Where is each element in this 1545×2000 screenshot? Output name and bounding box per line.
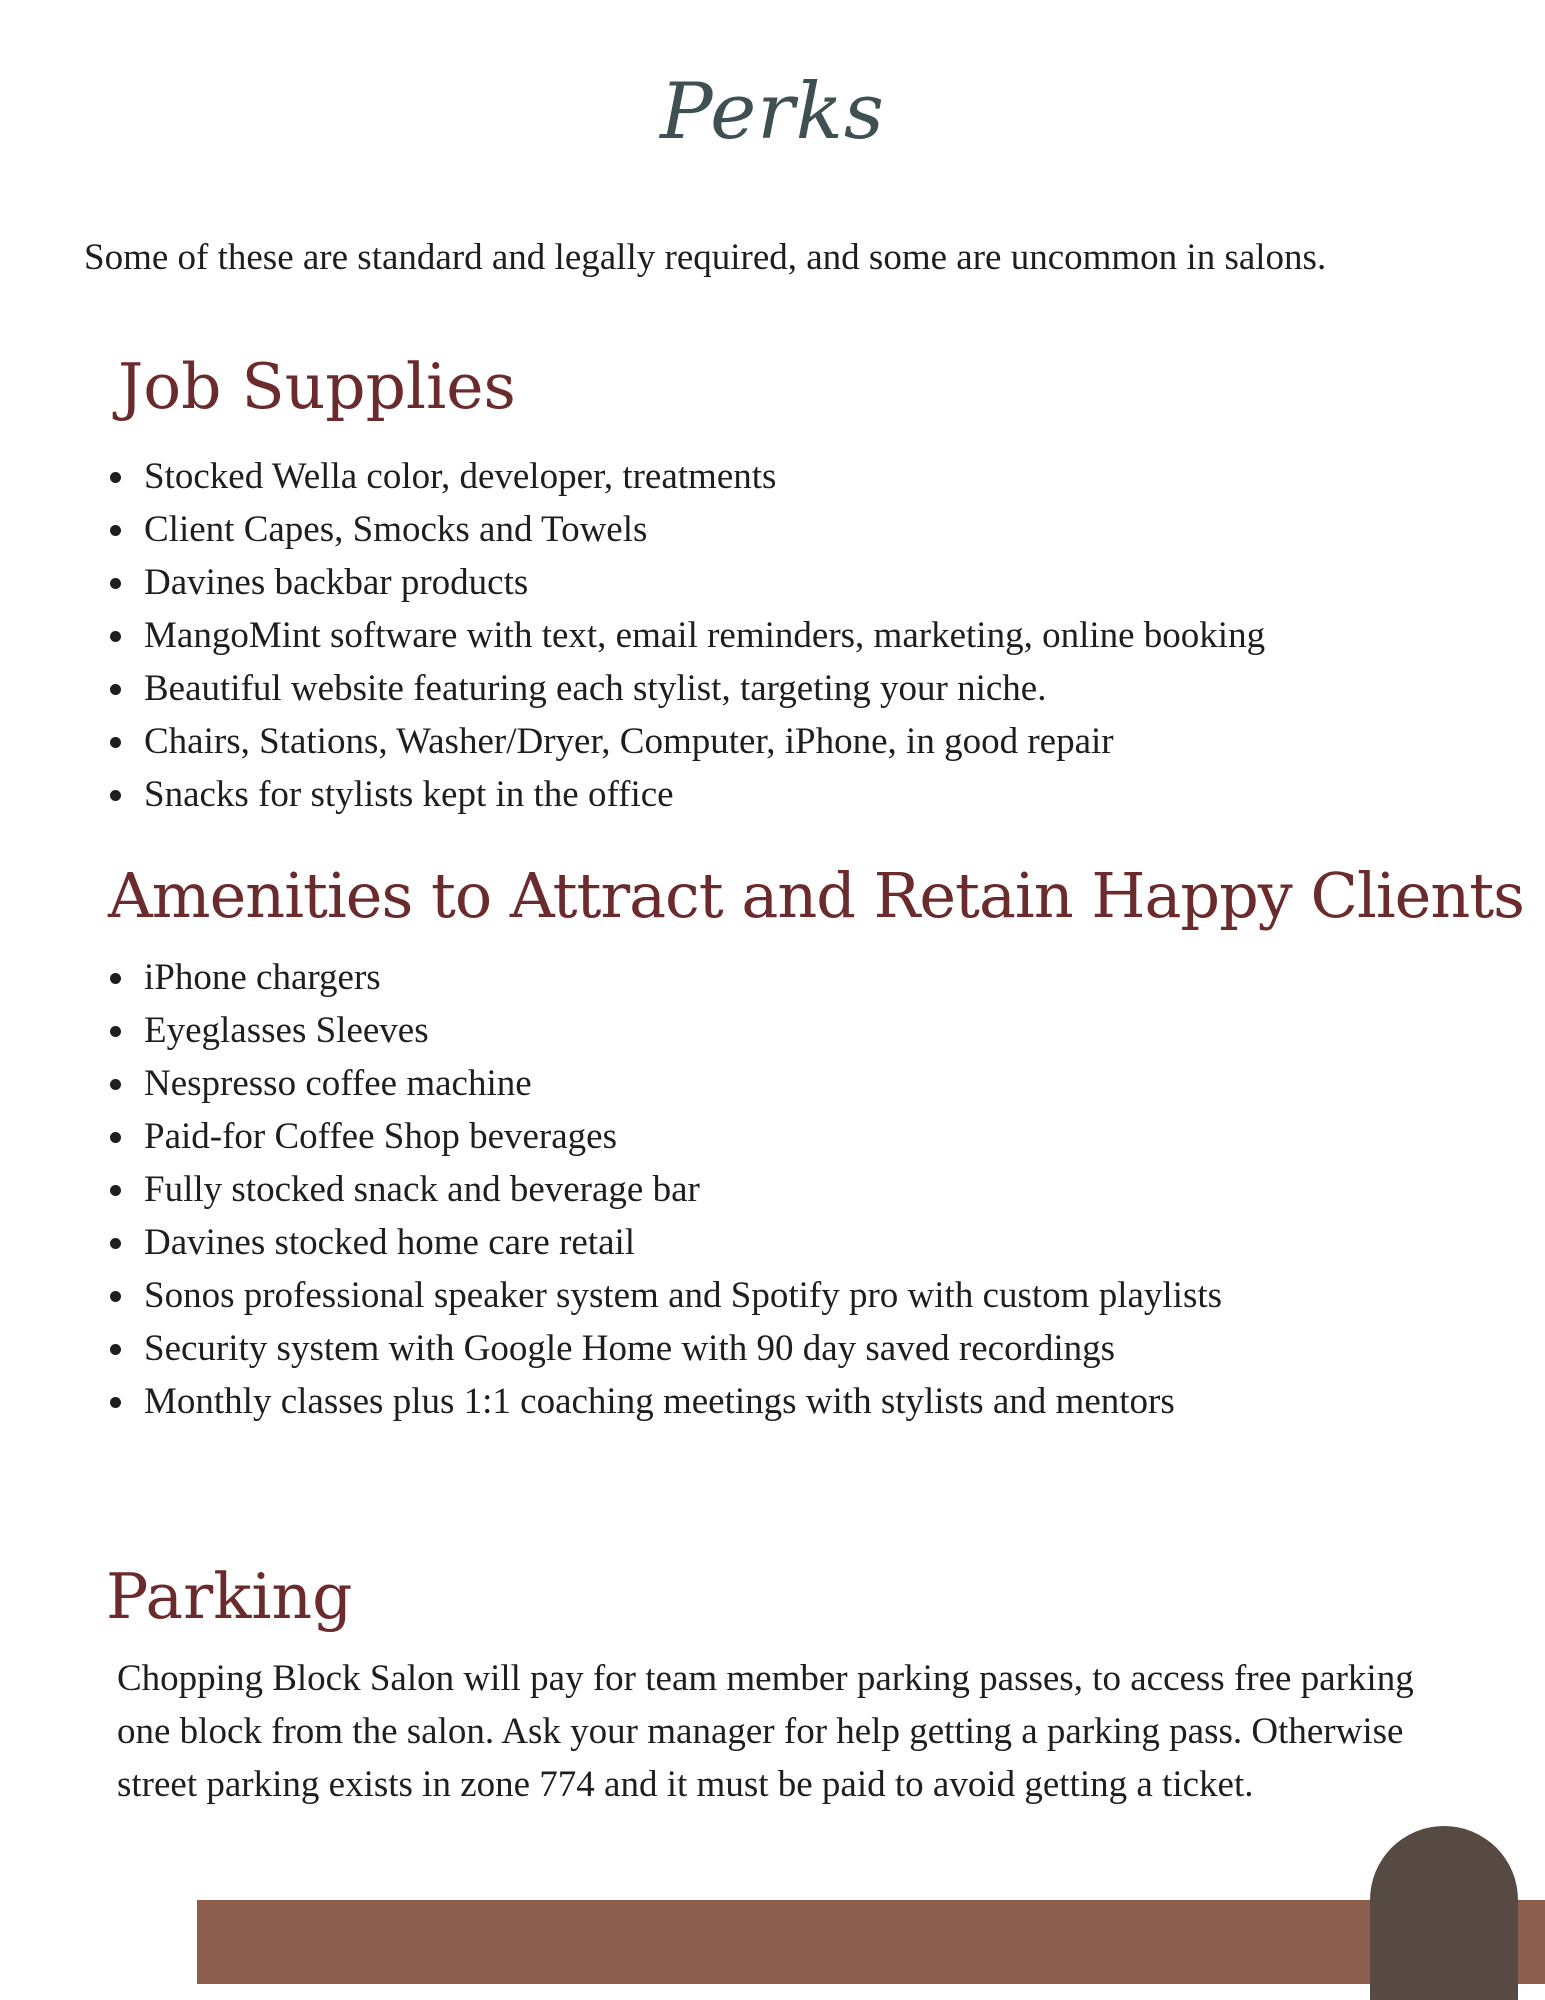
bullet-icon	[110, 1185, 121, 1196]
bullet-icon	[110, 1026, 121, 1037]
list-item-text: Chairs, Stations, Washer/Dryer, Computer, iPhone, in good repair	[144, 721, 1114, 762]
bullet-icon	[110, 790, 121, 801]
list-item	[104, 1322, 1222, 1375]
list-item-text: iPhone chargers	[144, 957, 381, 998]
list-item	[104, 715, 1265, 768]
list-item	[104, 1216, 1222, 1269]
parking-line: street parking exists in zone 774 and it must be paid to avoid getting a ticket.	[117, 1764, 1254, 1805]
intro-text: Some of these are standard and legally required, and some are uncommon in salons.	[84, 237, 1327, 278]
list-item-text: Beautiful website featuring each stylist, targeting your niche.	[144, 668, 1047, 709]
list-item-text: Snacks for stylists kept in the office	[144, 774, 674, 815]
bullet-icon	[110, 1397, 121, 1408]
bullet-icon	[110, 631, 121, 642]
list-item	[104, 609, 1265, 662]
footer-bar	[197, 1900, 1545, 1984]
bullet-icon	[110, 1132, 121, 1143]
list-item-text: Davines stocked home care retail	[144, 1222, 636, 1263]
list-item-text: Sonos professional speaker system and Spotify pro with custom playlists	[144, 1275, 1223, 1316]
list-item-text: Fully stocked snack and beverage bar	[144, 1169, 700, 1210]
list-item	[104, 556, 1265, 609]
list-item-text: Security system with Google Home with 90 day saved recordings	[144, 1328, 1116, 1369]
bullet-icon	[110, 1079, 121, 1090]
list-item-text: Nespresso coffee machine	[144, 1063, 532, 1104]
list-item	[104, 768, 1265, 821]
list-item-text: Monthly classes plus 1:1 coaching meetings with stylists and mentors	[144, 1381, 1175, 1422]
amenities-list	[104, 951, 1222, 1428]
list-item-text: Stocked Wella color, developer, treatments	[144, 456, 777, 497]
section-heading-parking: Parking	[106, 1560, 353, 1633]
bullet-icon	[110, 973, 121, 984]
list-item-text: Eyeglasses Sleeves	[144, 1010, 429, 1051]
page-title: Perks	[660, 67, 885, 157]
list-item	[104, 1375, 1222, 1428]
bullet-icon	[110, 1238, 121, 1249]
bullet-icon	[110, 578, 121, 589]
footer-arch-shape	[1370, 1826, 1518, 2000]
list-item	[104, 1269, 1222, 1322]
bullet-icon	[110, 1291, 121, 1302]
job-supplies-list	[104, 450, 1265, 821]
list-item-text: Paid-for Coffee Shop beverages	[144, 1116, 617, 1157]
list-item-text: Davines backbar products	[144, 562, 529, 603]
list-item	[104, 450, 1265, 503]
list-item-text: Client Capes, Smocks and Towels	[144, 509, 648, 550]
bullet-icon	[110, 684, 121, 695]
parking-line: one block from the salon. Ask your manager for help getting a parking pass. Otherwise	[117, 1711, 1404, 1752]
parking-line: Chopping Block Salon will pay for team member parking passes, to access free parking	[117, 1658, 1414, 1699]
bullet-icon	[110, 472, 121, 483]
list-item	[104, 1057, 1222, 1110]
section-heading-job-supplies: Job Supplies	[118, 350, 516, 423]
list-item	[104, 1004, 1222, 1057]
section-heading-amenities: Amenities to Attract and Retain Happy Clients	[108, 859, 1524, 932]
bullet-icon	[110, 525, 121, 536]
list-item	[104, 1163, 1222, 1216]
bullet-icon	[110, 1344, 121, 1355]
list-item	[104, 662, 1265, 715]
bullet-icon	[110, 737, 121, 748]
list-item	[104, 951, 1222, 1004]
list-item	[104, 1110, 1222, 1163]
list-item-text: MangoMint software with text, email reminders, marketing, online booking	[144, 615, 1266, 656]
list-item	[104, 503, 1265, 556]
parking-paragraph	[117, 1652, 1437, 1811]
